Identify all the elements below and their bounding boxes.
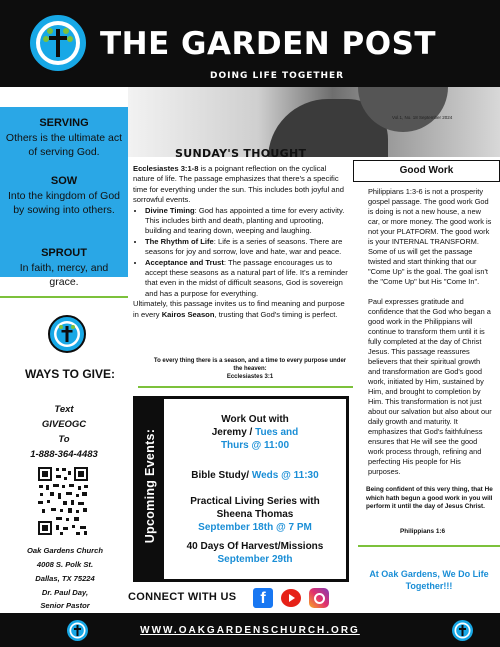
church-name: Oak Gardens Church [27,546,103,555]
event-practical-living: Practical Living Series with Sheena Thomas September 18th @ 7 PM [190,496,320,533]
qr-code-icon [36,465,90,537]
good-work-paragraph-1: Philippians 1:3-6 is not a prosperity gospel passage. The good work God is doing is not a new house, a new car, or more money. The good work is not your PLATFORM. The good work is your INTERNAL TRANSFORM. Some of us will get the passage twisted and start thinking that our "Come Up" is the goal. The goal isn't the "Come Up" but His "Come In". [368,187,492,286]
upcoming-events-box [133,396,349,582]
sundays-thought-body [133,164,349,320]
youtube-icon[interactable] [281,589,301,607]
sow-heading: SOW [50,175,78,187]
sow-text: Into the kingdom of God by sowing into others. [7,190,121,216]
tree-cross-icon [452,620,473,641]
give-code: GIVEOGC [41,419,87,430]
serving-text: Others is the ultimate act of serving God. [5,132,123,158]
give-to-line: To [58,434,70,445]
city-state-zip: Dallas, TX 75224 [35,574,95,583]
good-work-quote: Being confident of this very thing, that He which hath begun a good work in you will perform it until the day of Jesus Christ. [366,486,493,510]
give-phone-number: 1-888-364-4483 [30,449,98,460]
pastor-name: Dr. Paul Day, [41,588,89,597]
street-address: 4008 S. Polk St. [36,560,94,569]
thought-bullet-list [145,206,349,300]
good-work-body [368,187,492,487]
church-logo-footer-right [452,620,473,641]
give-text-line: Text [54,404,74,415]
header [0,0,500,87]
serving-heading: SERVING [39,117,89,129]
good-work-paragraph-2: Paul expresses gratitude and confidence that the God who began a good work in the Philippians will continue to transform them until it is fully completed at the day of Christ Jesus. This passage reassures believers that their spiritual growth and transformation are God's good work, initiated by Him, sustained by Him, and brought to completion by Him. This transformation is not just about our salvation but also about our daily growth and maturity. It emphasizes that God's faithfulness ensures that He will see the good work process through, refining and perfecting His people for His purposes. [368,297,492,476]
newsletter-title: THE GARDEN POST [100,26,437,62]
divider [0,296,128,298]
facebook-icon[interactable]: f [253,588,273,608]
scripture-quote-ref: Ecclesiastes 3:1 [226,374,274,380]
event-harvest-missions: 40 Days Of Harvest/Missions September 29th [186,541,324,565]
footer [0,613,500,647]
sundays-thought-title: SUNDAY'S THOUGHT [175,147,307,160]
divider [138,386,353,388]
sundays-thought-closing: Ultimately, this passage invites us to find meaning and purpose in every Kairos Season, trusting that God's timing is perfect. [133,299,345,319]
events-label: Upcoming Events: [143,428,157,544]
list-item: • Acceptance and Trust: The passage encourages us to accept these seasons as a natural part of life. It's a reminder that even in the midst of difficult seasons, God is sovereign and has a purpose for everything. [145,258,349,300]
tree-cross-icon [50,317,84,351]
list-item: • Divine Timing: God has appointed a time for every activity. This includes birth and death, planting and uprooting, building and tearing down, weeping and laughing. [145,206,349,237]
event-bible-study: Bible Study/ Weds @ 11:30 [191,470,319,481]
tree-cross-icon [30,15,86,71]
sprout-text: In faith, mercy, and grace. [19,262,109,288]
values-panel [0,107,128,288]
instagram-icon[interactable] [309,588,329,608]
good-work-quote-ref: Philippians 1:6 [400,528,446,535]
life-together-tagline: At Oak Gardens, We Do Life Together!!! [369,569,489,591]
good-work-title: Good Work [399,165,454,176]
scripture-quote: To every thing there is a season, and a time to every purpose under the heaven: Ecclesiastes 3:1 [150,357,350,381]
divider [358,545,500,547]
giving-qr-code[interactable] [36,465,90,537]
scripture-reference: Ecclesiastes 3:1-8 [133,164,199,173]
sprout-heading: SPROUT [41,247,87,259]
website-link[interactable]: WWW.OAKGARDENSCHURCH.ORG [140,625,360,636]
pastor-title: Senior Pastor [40,601,90,610]
church-logo-small [48,315,86,353]
event-workout: Work Out with Jeremy / Tues and Thurs @ 11:00 [211,414,299,451]
connect-label: CONNECT WITH US [128,591,237,603]
sundays-thought-intro: Ecclesiastes 3:1-8 is a poignant reflection on the cyclical nature of life. The passage emphasizes that there's a specific time for everything under the sun. This includes both joyful and sorrowful events. [133,164,344,205]
events-band [136,399,164,579]
newsletter-subtitle: DOING LIFE TOGETHER [210,71,345,81]
list-item: • The Rhythm of Life: Life is a series of seasons. There are seasons for joy and sorrow, love and hate, war and peace. [145,237,349,258]
church-logo [28,13,88,73]
issue-info: Vol.1, No. 18 September 2024 [392,115,453,120]
ways-to-give-title: WAYS TO GIVE: [24,367,116,381]
